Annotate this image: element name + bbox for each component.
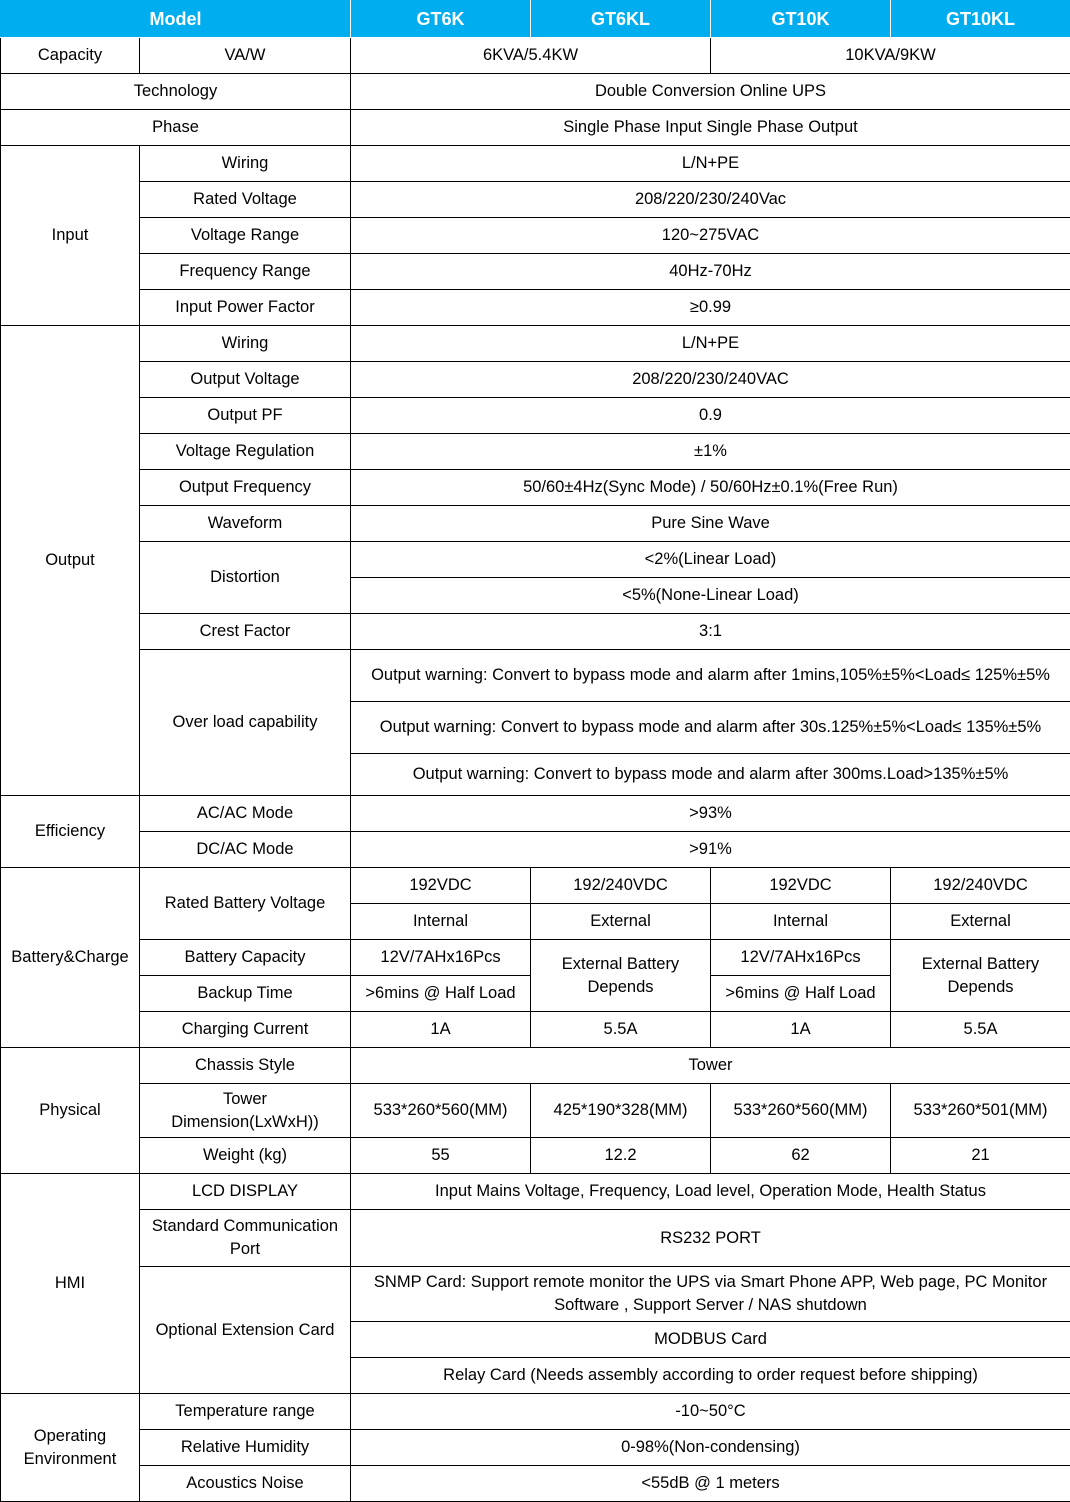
phase-row [1,110,1070,146]
output-voltage-row [1,362,1070,398]
output-distortion-row-1 [1,542,1070,578]
input-wiring-label: Wiring [140,146,351,182]
input-wiring-value: L/N+PE [351,146,1070,182]
input-rated-voltage-row [1,182,1070,218]
output-pf-row [1,398,1070,434]
output-crest-row [1,614,1070,650]
efficiency-dc-value: >91% [351,832,1070,868]
phase-label: Phase [1,110,351,146]
weight-gt6kl: 12.2 [531,1138,711,1174]
charging-current-row [1,1012,1070,1048]
env-humidity-value: 0-98%(Non-condensing) [351,1430,1070,1466]
env-noise-label: Acoustics Noise [140,1466,351,1502]
output-overload-row-1 [1,650,1070,702]
output-waveform-label: Waveform [140,506,351,542]
charging-current-gt10k: 1A [711,1012,891,1048]
ext-card-row-1 [1,1267,1070,1322]
dimension-row [1,1084,1070,1138]
battery-voltage-gt6kl: 192/240VDC [531,868,711,904]
dimension-gt6k: 533*260*560(MM) [351,1084,531,1138]
env-temperature-label: Temperature range [140,1394,351,1430]
battery-location-gt10k: Internal [711,904,891,940]
output-crest-label: Crest Factor [140,614,351,650]
output-wiring-row [1,326,1070,362]
battery-voltage-label: Rated Battery Voltage [140,868,351,940]
header-gt10kl: GT10KL [891,1,1070,38]
dimension-gt10kl: 533*260*501(MM) [891,1084,1070,1138]
env-noise-value: <55dB @ 1 meters [351,1466,1070,1502]
env-noise-row [1,1466,1070,1502]
weight-gt10k: 62 [711,1138,891,1174]
battery-voltage-gt6k: 192VDC [351,868,531,904]
efficiency-section-label: Efficiency [1,796,140,868]
capacity-gt6: 6KVA/5.4KW [351,38,711,74]
technology-label: Technology [1,74,351,110]
ext-card-modbus: MODBUS Card [351,1322,1070,1358]
ext-card-snmp: SNMP Card: Support remote monitor the UPS via Smart Phone APP, Web page, PC Monitor Software , Support Server / NAS shutdown [351,1267,1070,1322]
capacity-row [1,38,1070,74]
charging-current-gt10kl: 5.5A [891,1012,1070,1048]
output-regulation-label: Voltage Regulation [140,434,351,470]
input-wiring-row [1,146,1070,182]
battery-capacity-label: Battery Capacity [140,940,351,976]
environment-section-label: Operating Environment [1,1394,140,1502]
weight-gt10kl: 21 [891,1138,1070,1174]
output-distortion-linear: <2%(Linear Load) [351,542,1070,578]
header-gt10k: GT10K [711,1,891,38]
technology-row [1,74,1070,110]
input-voltage-range-value: 120~275VAC [351,218,1070,254]
technology-value: Double Conversion Online UPS [351,74,1070,110]
ext-card-relay: Relay Card (Needs assembly according to order request before shipping) [351,1358,1070,1394]
header-gt6kl: GT6KL [531,1,711,38]
output-wiring-label: Wiring [140,326,351,362]
input-rated-voltage-value: 208/220/230/240Vac [351,182,1070,218]
chassis-value: Tower [351,1048,1070,1084]
output-overload-300ms: Output warning: Convert to bypass mode and alarm after 300ms.Load>135%±5% [351,754,1070,796]
efficiency-dc-label: DC/AC Mode [140,832,351,868]
efficiency-dc-row [1,832,1070,868]
env-humidity-label: Relative Humidity [140,1430,351,1466]
charging-current-gt6kl: 5.5A [531,1012,711,1048]
input-frequency-range-row [1,254,1070,290]
input-power-factor-value: ≥0.99 [351,290,1070,326]
input-frequency-range-value: 40Hz-70Hz [351,254,1070,290]
backup-time-gt10k: >6mins @ Half Load [711,976,891,1012]
backup-time-gt6k: >6mins @ Half Load [351,976,531,1012]
ext-card-label: Optional Extension Card [140,1267,351,1394]
physical-section-label: Physical [1,1048,140,1174]
header-gt6k: GT6K [351,1,531,38]
battery-voltage-gt10k: 192VDC [711,868,891,904]
output-voltage-label: Output Voltage [140,362,351,398]
battery-location-gt6k: Internal [351,904,531,940]
env-temperature-value: -10~50°C [351,1394,1070,1430]
output-wiring-value: L/N+PE [351,326,1070,362]
output-overload-30s: Output warning: Convert to bypass mode and alarm after 30s.125%±5%<Load≤ 135%±5% [351,702,1070,754]
output-distortion-label: Distortion [140,542,351,614]
capacity-gt10: 10KVA/9KW [711,38,1070,74]
dimension-gt10k: 533*260*560(MM) [711,1084,891,1138]
output-overload-1mins: Output warning: Convert to bypass mode and alarm after 1mins,105%±5%<Load≤ 125%±5% [351,650,1070,702]
weight-gt6k: 55 [351,1138,531,1174]
efficiency-ac-label: AC/AC Mode [140,796,351,832]
charging-current-label: Charging Current [140,1012,351,1048]
weight-row [1,1138,1070,1174]
lcd-value: Input Mains Voltage, Frequency, Load level, Operation Mode, Health Status [351,1174,1070,1210]
output-frequency-label: Output Frequency [140,470,351,506]
header-model: Model [1,1,351,38]
output-frequency-row [1,470,1070,506]
chassis-row [1,1048,1070,1084]
input-voltage-range-row [1,218,1070,254]
efficiency-ac-value: >93% [351,796,1070,832]
battery-capacity-gt6kl: External Battery Depends [531,940,711,1012]
output-frequency-value: 50/60±4Hz(Sync Mode) / 50/60Hz±0.1%(Free Run) [351,470,1070,506]
output-overload-label: Over load capability [140,650,351,796]
dimension-gt6kl: 425*190*328(MM) [531,1084,711,1138]
output-section-label: Output [1,326,140,796]
input-voltage-range-label: Voltage Range [140,218,351,254]
output-waveform-value: Pure Sine Wave [351,506,1070,542]
output-regulation-row [1,434,1070,470]
comm-port-value: RS232 PORT [351,1210,1070,1267]
battery-capacity-gt10kl: External Battery Depends [891,940,1070,1012]
capacity-label: Capacity [1,38,140,74]
battery-capacity-gt6k: 12V/7AHx16Pcs [351,940,531,976]
input-section-label: Input [1,146,140,326]
charging-current-gt6k: 1A [351,1012,531,1048]
capacity-unit: VA/W [140,38,351,74]
battery-capacity-row [1,940,1070,976]
output-pf-value: 0.9 [351,398,1070,434]
output-waveform-row [1,506,1070,542]
battery-voltage-gt10kl: 192/240VDC [891,868,1070,904]
output-voltage-value: 208/220/230/240VAC [351,362,1070,398]
battery-voltage-row [1,868,1070,904]
battery-location-gt6kl: External [531,904,711,940]
backup-time-label: Backup Time [140,976,351,1012]
input-power-factor-row [1,290,1070,326]
input-rated-voltage-label: Rated Voltage [140,182,351,218]
lcd-row [1,1174,1070,1210]
lcd-label: LCD DISPLAY [140,1174,351,1210]
comm-port-label: Standard Communication Port [140,1210,351,1267]
battery-section-label: Battery&Charge [1,868,140,1048]
dimension-label: Tower Dimension(LxWxH)) [140,1084,351,1138]
battery-capacity-gt10k: 12V/7AHx16Pcs [711,940,891,976]
output-distortion-nonlinear: <5%(None-Linear Load) [351,578,1070,614]
env-humidity-row [1,1430,1070,1466]
output-pf-label: Output PF [140,398,351,434]
chassis-label: Chassis Style [140,1048,351,1084]
output-crest-value: 3:1 [351,614,1070,650]
hmi-section-label: HMI [1,1174,140,1394]
env-temperature-row [1,1394,1070,1430]
weight-label: Weight (kg) [140,1138,351,1174]
efficiency-ac-row [1,796,1070,832]
header-row [1,1,1070,38]
phase-value: Single Phase Input Single Phase Output [351,110,1070,146]
comm-port-row [1,1210,1070,1267]
input-power-factor-label: Input Power Factor [140,290,351,326]
battery-location-gt10kl: External [891,904,1070,940]
input-frequency-range-label: Frequency Range [140,254,351,290]
output-regulation-value: ±1% [351,434,1070,470]
